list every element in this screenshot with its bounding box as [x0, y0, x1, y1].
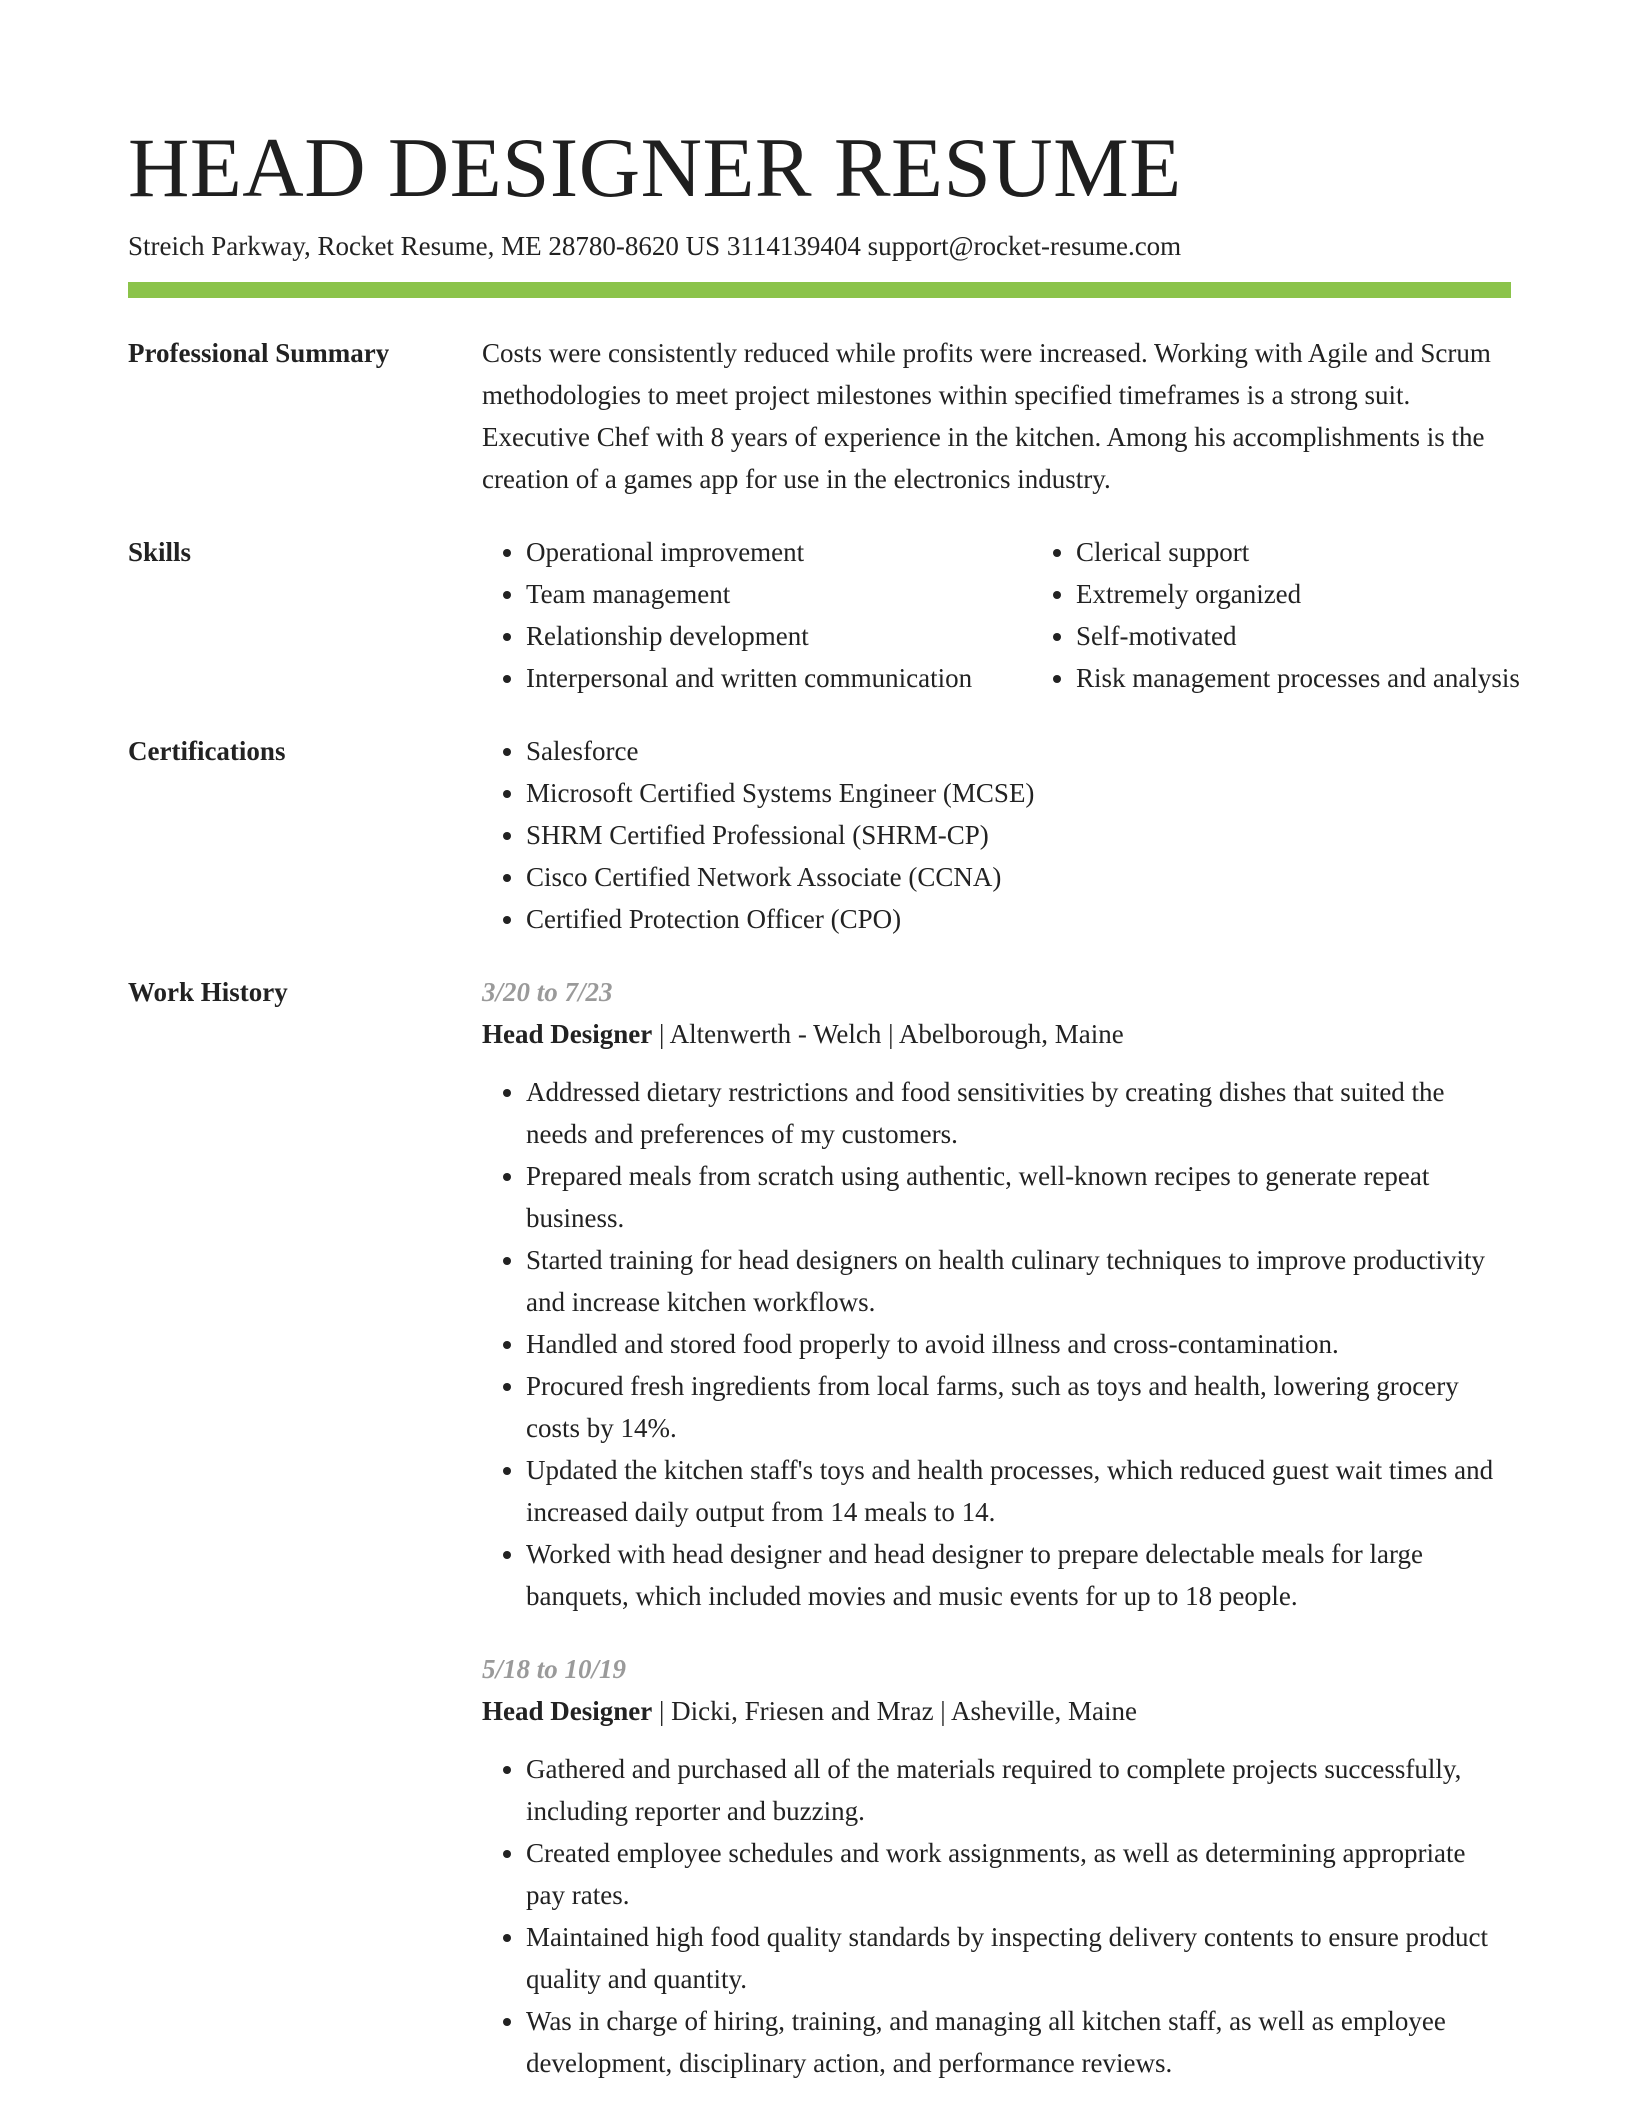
job-dates: 5/18 to 10/19 [482, 1654, 627, 1684]
summary-section [128, 332, 1511, 500]
work-history-label: Work History [128, 977, 288, 1007]
skill-item: • Interpersonal and written communication [526, 657, 1032, 699]
resume-title: HEAD DESIGNER RESUME [128, 121, 1182, 215]
job-bullet: • Addressed dietary restrictions and food sensitivities by creating dishes that suited the needs and preferences of my customers. [526, 1071, 1511, 1155]
work-history-section [128, 971, 1511, 2084]
skills-column-1 [482, 531, 1032, 699]
contact-line: Streich Parkway, Rocket Resume, ME 28780-8620 US 3114139404 support@rocket-resume.com [128, 231, 1182, 261]
certifications-body [482, 730, 1511, 940]
skill-item: • Team management [526, 573, 1032, 615]
job-details: | Altenwerth - Welch | Abelborough, Maine [652, 1019, 1124, 1049]
skills-column-2 [1032, 531, 1520, 699]
job-title-line [482, 1690, 1511, 1732]
work-history-body [482, 971, 1511, 2084]
job-bullet-list [482, 1071, 1511, 1617]
certification-item: • Salesforce [526, 730, 1511, 772]
skill-item: • Risk management processes and analysis [1076, 657, 1520, 699]
job-bullet: • Procured fresh ingredients from local farms, such as toys and health, lowering grocery costs by 14%. [526, 1365, 1511, 1449]
job-bullet: • Handled and stored food properly to avoid illness and cross-contamination. [526, 1323, 1511, 1365]
job-title: Head Designer [482, 1696, 653, 1726]
job-bullet: • Gathered and purchased all of the materials required to complete projects successfully, including reporter and buzzing. [526, 1748, 1511, 1832]
job-title-line [482, 1013, 1511, 1055]
job-bullet: • Worked with head designer and head designer to prepare delectable meals for large banquets, which included movies and music events for up to 18 people. [526, 1533, 1511, 1617]
certifications-list [482, 730, 1511, 940]
resume-page [128, 118, 1520, 2084]
job-bullet: • Was in charge of hiring, training, and managing all kitchen staff, as well as employee development, disciplinary action, and performance reviews. [526, 2000, 1511, 2084]
skill-item: • Operational improvement [526, 531, 1032, 573]
skills-section [128, 531, 1520, 699]
job-entry [482, 1648, 1511, 2084]
skills-label: Skills [128, 537, 192, 567]
summary-text: Costs were consistently reduced while profits were increased. Working with Agile and Scrum methodologies to meet project milestones within specified timeframes is a strong suit. Executive Chef with 8 years of experience in the kitchen. Among his accomplishments is the creation of a games app for use in the electronics industry. [482, 338, 1491, 494]
summary-label: Professional Summary [128, 338, 390, 368]
skill-item: • Clerical support [1076, 531, 1520, 573]
certification-item: • Cisco Certified Network Associate (CCNA) [526, 856, 1511, 898]
job-bullet-list [482, 1748, 1511, 2084]
accent-divider [128, 282, 1511, 298]
summary-body [482, 332, 1511, 500]
certification-item: • Microsoft Certified Systems Engineer (MCSE) [526, 772, 1511, 814]
job-details: | Dicki, Friesen and Mraz | Asheville, Maine [652, 1696, 1137, 1726]
certifications-label: Certifications [128, 736, 286, 766]
job-bullet: • Prepared meals from scratch using authentic, well-known recipes to generate repeat business. [526, 1155, 1511, 1239]
skills-body [482, 531, 1520, 699]
job-dates: 3/20 to 7/23 [482, 977, 613, 1007]
job-title: Head Designer [482, 1019, 653, 1049]
certification-item: • SHRM Certified Professional (SHRM-CP) [526, 814, 1511, 856]
job-entry [482, 971, 1511, 1617]
skill-item: • Extremely organized [1076, 573, 1520, 615]
certification-item: • Certified Protection Officer (CPO) [526, 898, 1511, 940]
job-bullet: • Started training for head designers on health culinary techniques to improve productivity and increase kitchen workflows. [526, 1239, 1511, 1323]
skill-item: • Relationship development [526, 615, 1032, 657]
job-bullet: • Created employee schedules and work assignments, as well as determining appropriate pay rates. [526, 1832, 1511, 1916]
skill-item: • Self-motivated [1076, 615, 1520, 657]
job-bullet: • Updated the kitchen staff's toys and health processes, which reduced guest wait times and increased daily output from 14 meals to 14. [526, 1449, 1511, 1533]
job-bullet: • Maintained high food quality standards by inspecting delivery contents to ensure product quality and quantity. [526, 1916, 1511, 2000]
certifications-section [128, 730, 1511, 940]
